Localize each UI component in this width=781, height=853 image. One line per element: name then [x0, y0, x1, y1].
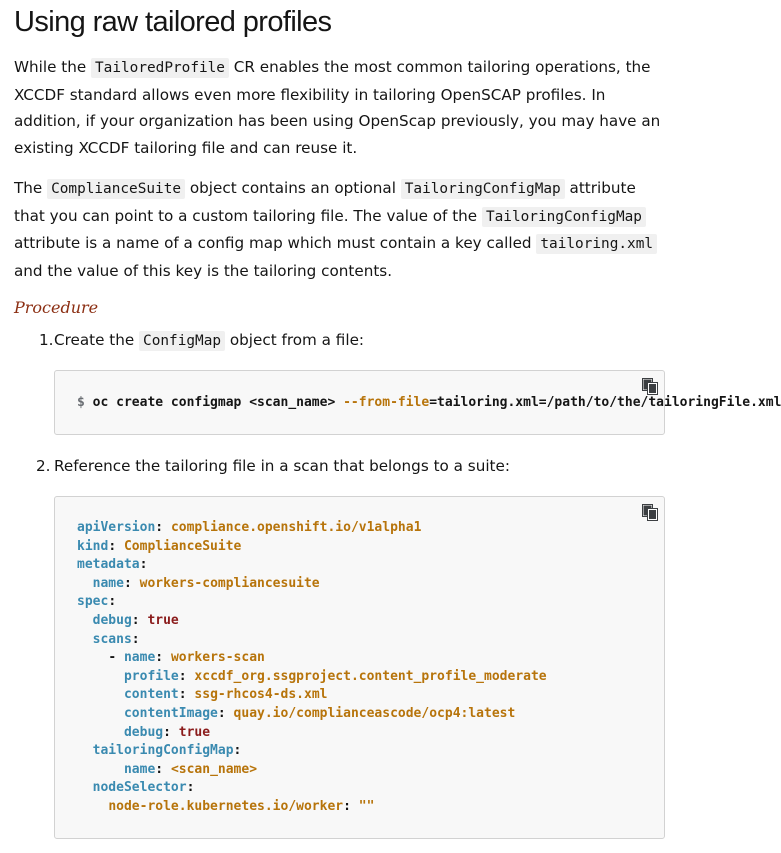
command-args: =tailoring.xml=/path/to/the/tailoringFile.xml	[429, 395, 781, 410]
step-number: 2.	[36, 457, 51, 475]
inline-code: TailoredProfile	[91, 58, 229, 78]
section-heading: Using raw tailored profiles	[14, 6, 332, 38]
intro-paragraph: While the TailoredProfile CR enables the most common tailoring operations, the XCCDF standard allows even more flexibility in tailoring OpenSCAP profiles. In addition, if your organization has been using OpenScap previously, you may have an existing XCCDF tailoring file and can reuse it.	[14, 58, 661, 157]
yaml-code-block: apiVersion: compliance.openshift.io/v1alpha1 kind: ComplianceSuite metadata: name: workers-compliancesuite spec: debug: true scans: - name: workers-scan profile: xccdf_org.ssgproject.content_profile_moderate content: ssg-rhcos4-ds.xml contentImage: quay.io/complianceascode/ocp4:latest debug: true tailoringConfigMap: name: <scan_name> nodeSelector: node-role.kubernetes.io/worker: ""	[54, 496, 665, 839]
inline-code: ConfigMap	[139, 331, 225, 351]
step-text: Create the ConfigMap object from a file:	[54, 331, 365, 349]
shell-prompt: $	[77, 395, 85, 410]
step-text: Reference the tailoring file in a scan that belongs to a suite:	[54, 457, 510, 475]
inline-code: ComplianceSuite	[47, 179, 185, 199]
inline-code: TailoringConfigMap	[482, 207, 646, 227]
copy-clipboard-icon[interactable]	[642, 378, 658, 395]
procedure-title: Procedure	[14, 298, 99, 317]
command-code-block	[54, 370, 781, 435]
compliancesuite-paragraph: The ComplianceSuite object contains an optional TailoringConfigMap attribute that you can point to a custom tailoring file. The value of the TailoringConfigMap attribute is a name of a config map which must contain a key called tailoring.xml and the value of this key is the tailoring contents.	[14, 175, 664, 284]
command-flag: --from-file	[343, 395, 430, 410]
inline-code: tailoring.xml	[536, 234, 657, 254]
copy-clipboard-icon[interactable]	[642, 504, 658, 521]
step-number: 1.	[39, 331, 54, 349]
command-text: oc create configmap <scan_name>	[92, 395, 344, 410]
inline-code: TailoringConfigMap	[401, 179, 565, 199]
